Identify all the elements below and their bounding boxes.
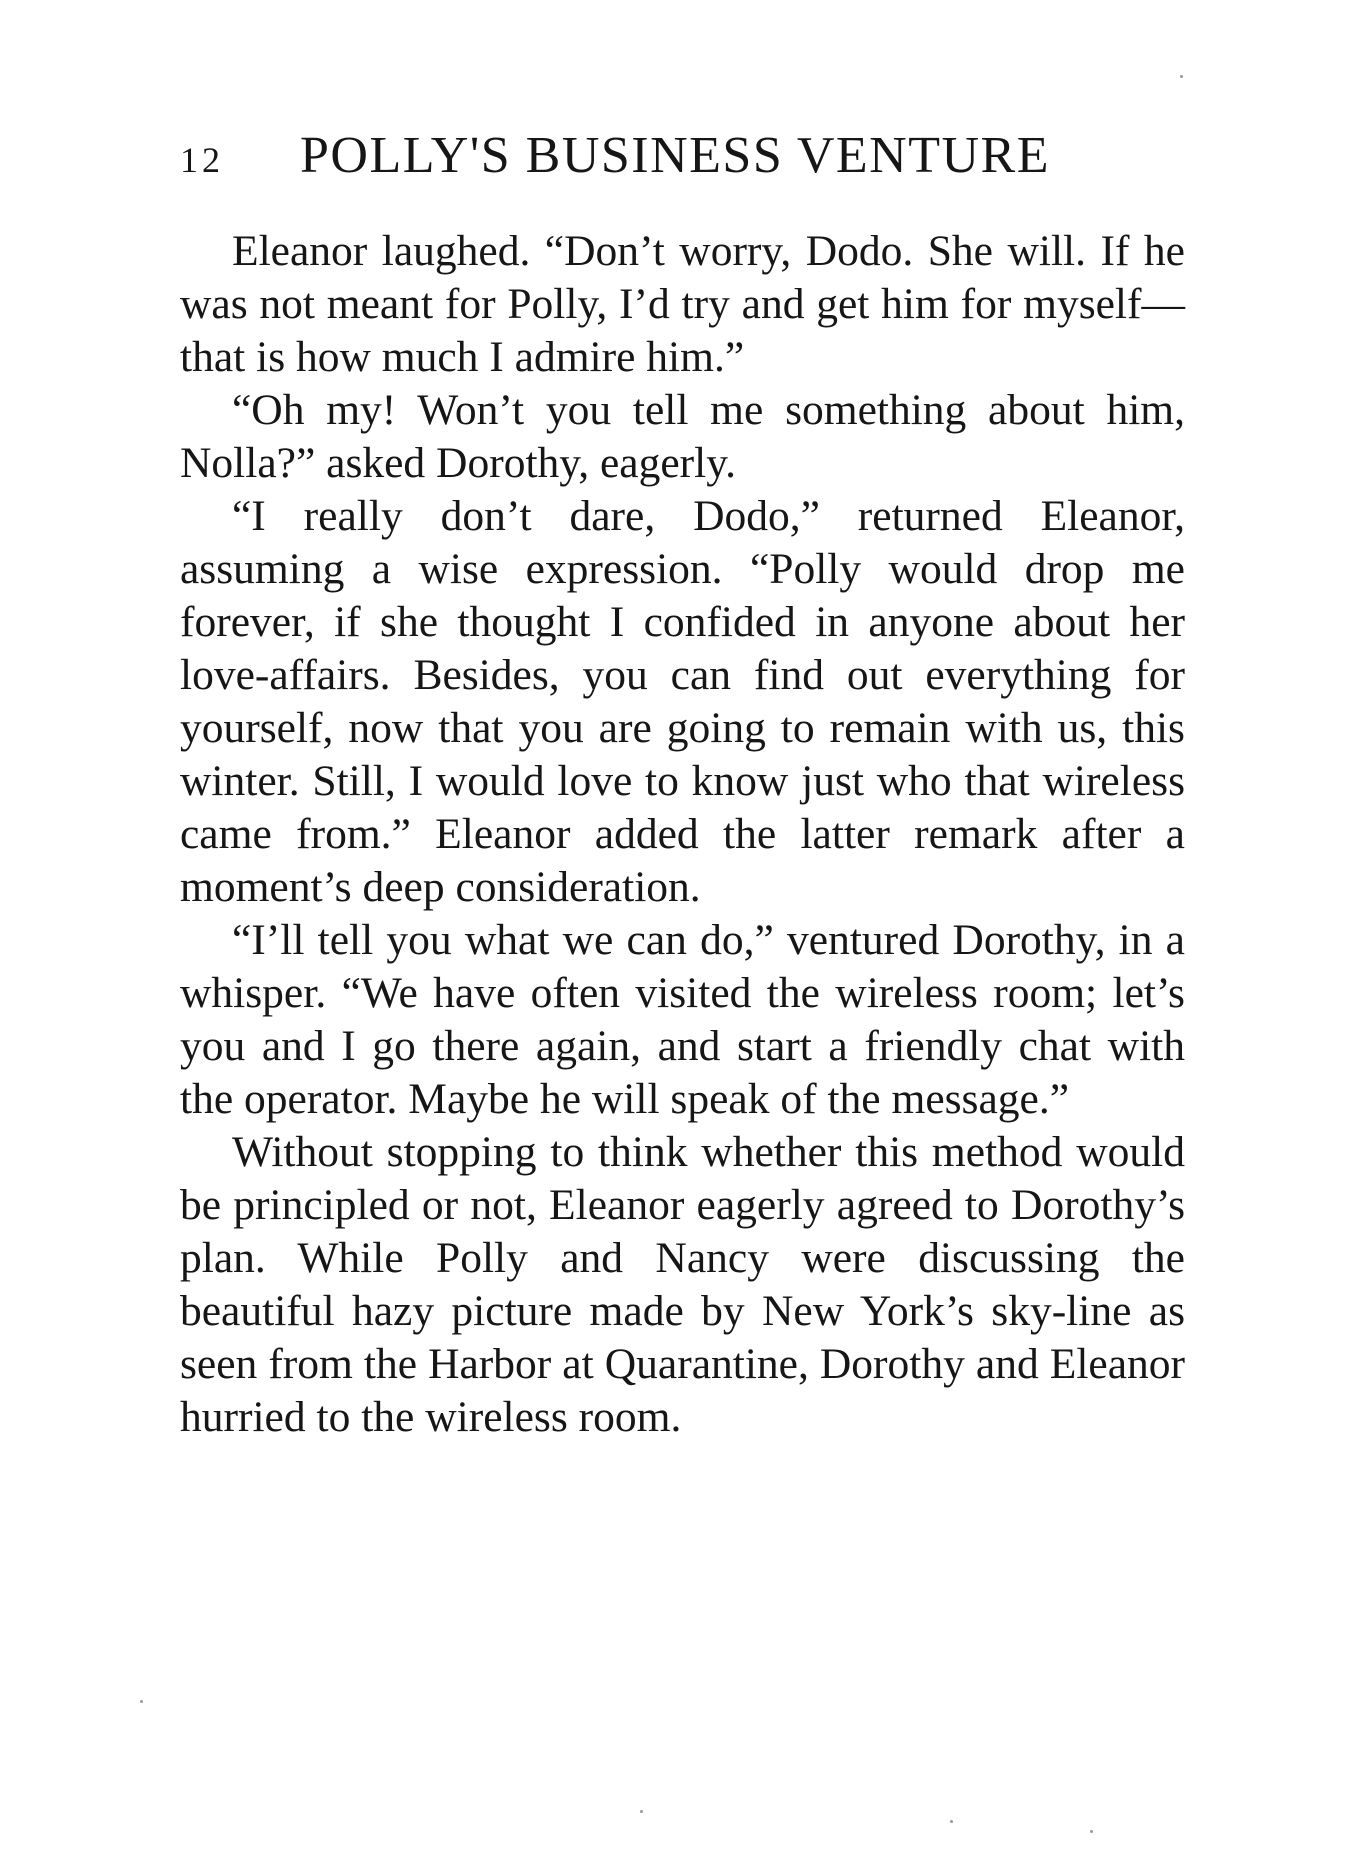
paragraph: “Oh my! Won’t you tell me something about him, Nolla?” asked Dorothy, eagerly.	[180, 386, 1185, 487]
scan-speck	[140, 1700, 143, 1703]
paragraph: Without stopping to think whether this method would be principled or not, Eleanor eagerly agreed to Dorothy’s plan. While Polly and Nancy were discussing the beautiful hazy picture made by New York’s sky-line as seen from the Harbor at Quarantine, Dorothy and Eleanor hurried to the wireless room.	[180, 1128, 1185, 1441]
page-header	[180, 126, 1180, 196]
paragraph: “I’ll tell you what we can do,” ventured Dorothy, in a whisper. “We have often visited the wireless room; let’s you and I go there again, and start a friendly chat with the operator. Maybe he will speak of the message.”	[180, 916, 1185, 1123]
body-text	[180, 225, 1185, 1444]
paragraph: Eleanor laughed. “Don’t worry, Dodo. She will. If he was not meant for Polly, I’d try and get him for myself—that is how much I admire him.”	[180, 227, 1185, 381]
scan-speck	[1180, 75, 1183, 78]
page-number: 12	[180, 140, 224, 180]
paragraph: “I really don’t dare, Dodo,” returned Eleanor, assuming a wise expression. “Polly would drop me forever, if she thought I confided in anyone about her love-affairs. Besides, you can find out everything for yourself, now that you are going to remain with us, this winter. Still, I would love to know just who that wireless came from.” Eleanor added the latter remark after a moment’s deep consideration.	[180, 492, 1185, 911]
scan-speck	[950, 1820, 953, 1823]
running-title: POLLY'S BUSINESS VENTURE	[300, 127, 1050, 184]
scan-speck	[1090, 1830, 1093, 1833]
scan-speck	[640, 1810, 643, 1813]
